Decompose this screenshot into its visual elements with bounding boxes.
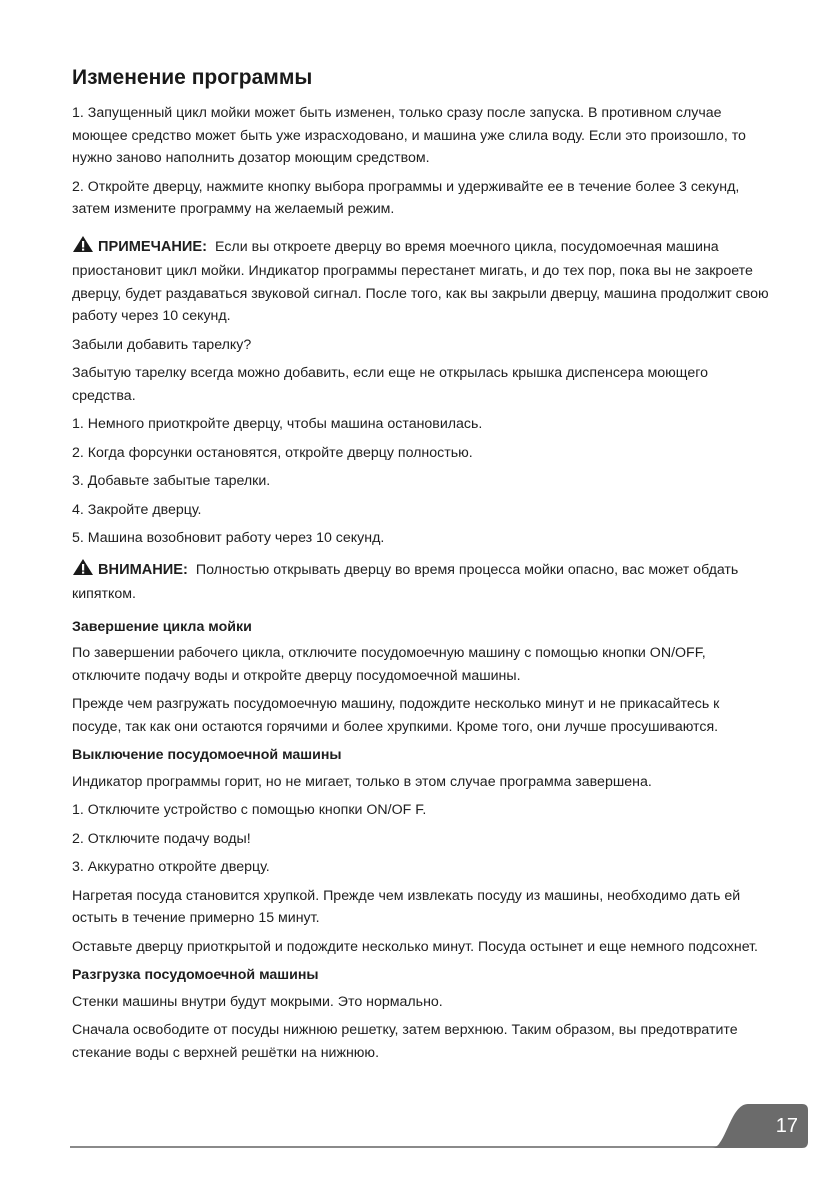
warning-triangle-icon bbox=[72, 558, 94, 584]
page-number: 17 bbox=[775, 1115, 798, 1137]
shutdown-paragraph: 3. Аккуратно откройте дверцу. bbox=[72, 859, 270, 875]
shutdown-paragraph: Нагретая посуда становится хрупкой. Прежде чем извлекать посуду из машины, необходимо дать ей остыть в течение примерно 15 минут. bbox=[72, 887, 741, 926]
shutdown-paragraph: Индикатор программы горит, но не мигает, только в этом случае программа завершена. bbox=[72, 773, 652, 790]
warning-text: Полностью открывать дверцу во время процесса мойки опасно, вас может обдать кипятком. bbox=[72, 561, 739, 602]
shutdown-paragraph: 1. Отключите устройство с помощью кнопки ON/OF F. bbox=[72, 802, 427, 818]
footer-rule bbox=[70, 1146, 720, 1148]
forgot-step: 3. Добавьте забытые тарелки. bbox=[72, 473, 271, 489]
completion-paragraph: Прежде чем разгружать посудомоечную машину, подождите несколько минут и не прикасайтесь к посуде, так как они остаются горячими и более хрупкими. Кроме того, они лучше просушиваются. bbox=[72, 696, 720, 735]
note-block bbox=[72, 235, 772, 328]
note-label: ПРИМЕЧАНИЕ: bbox=[98, 238, 208, 255]
forgot-step: 2. Когда форсунки остановятся, откройте дверцу полностью. bbox=[72, 444, 473, 461]
intro-paragraph-2: 2. Откройте дверцу, нажмите кнопку выбора программы и удерживайте ее в течение более 3 секунд, затем измените программу на желаемый режим. bbox=[72, 178, 740, 217]
note-text: Если вы откроете дверцу во время моечного цикла, посудомоечная машина приостановит цикл мойки. Индикатор программы перестанет мигать, и до тех пор, пока вы не закроете дверцу, будет раздаваться звуковой сигнал. После того, как вы закрыли дверцу, машина продолжит свою работу через 10 секунд. bbox=[72, 238, 769, 324]
completion-heading: Завершение цикла мойки bbox=[72, 618, 252, 635]
unloading-heading: Разгрузка посудомоечной машины bbox=[72, 967, 319, 983]
completion-paragraph: По завершении рабочего цикла, отключите посудомоечную машину с помощью кнопки ON/OFF, отключите подачу воды и откройте дверцу посудомоечной машины. bbox=[72, 645, 706, 684]
forgot-question: Забыли добавить тарелку? bbox=[72, 336, 252, 353]
forgot-intro: Забытую тарелку всегда можно добавить, если еще не открылась крышка диспенсера моющего средства. bbox=[72, 365, 708, 404]
forgot-step: 1. Немного приоткройте дверцу, чтобы машина остановилась. bbox=[72, 416, 483, 432]
intro-paragraph-1: 1. Запущенный цикл мойки может быть изменен, только сразу после запуска. В противном случае моющее средство может быть уже израсходовано, и машина уже слила воду. Если это произошло, то нужно заново наполнить дозатор моющим средством. bbox=[72, 105, 746, 166]
warning-triangle-icon bbox=[72, 235, 94, 261]
page-title: Изменение программы bbox=[72, 66, 313, 89]
shutdown-paragraph: Оставьте дверцу приоткрытой и подождите несколько минут. Посуда остынет и еще немного подсохнет. bbox=[72, 938, 758, 955]
shutdown-paragraph: 2. Отключите подачу воды! bbox=[72, 830, 251, 847]
unloading-paragraph: Сначала освободите от посуды нижнюю решетку, затем верхнюю. Таким образом, вы предотвратите стекание воды с верхней решётки на нижнюю. bbox=[72, 1022, 738, 1061]
forgot-step: 5. Машина возобновит работу через 10 секунд. bbox=[72, 530, 385, 546]
page-content bbox=[72, 64, 772, 1070]
forgot-step: 4. Закройте дверцу. bbox=[72, 501, 202, 518]
warning-label: ВНИМАНИЕ: bbox=[98, 561, 188, 578]
shutdown-heading: Выключение посудомоечной машины bbox=[72, 747, 342, 763]
unloading-paragraph: Стенки машины внутри будут мокрыми. Это нормально. bbox=[72, 993, 443, 1010]
warning-block bbox=[72, 558, 772, 606]
